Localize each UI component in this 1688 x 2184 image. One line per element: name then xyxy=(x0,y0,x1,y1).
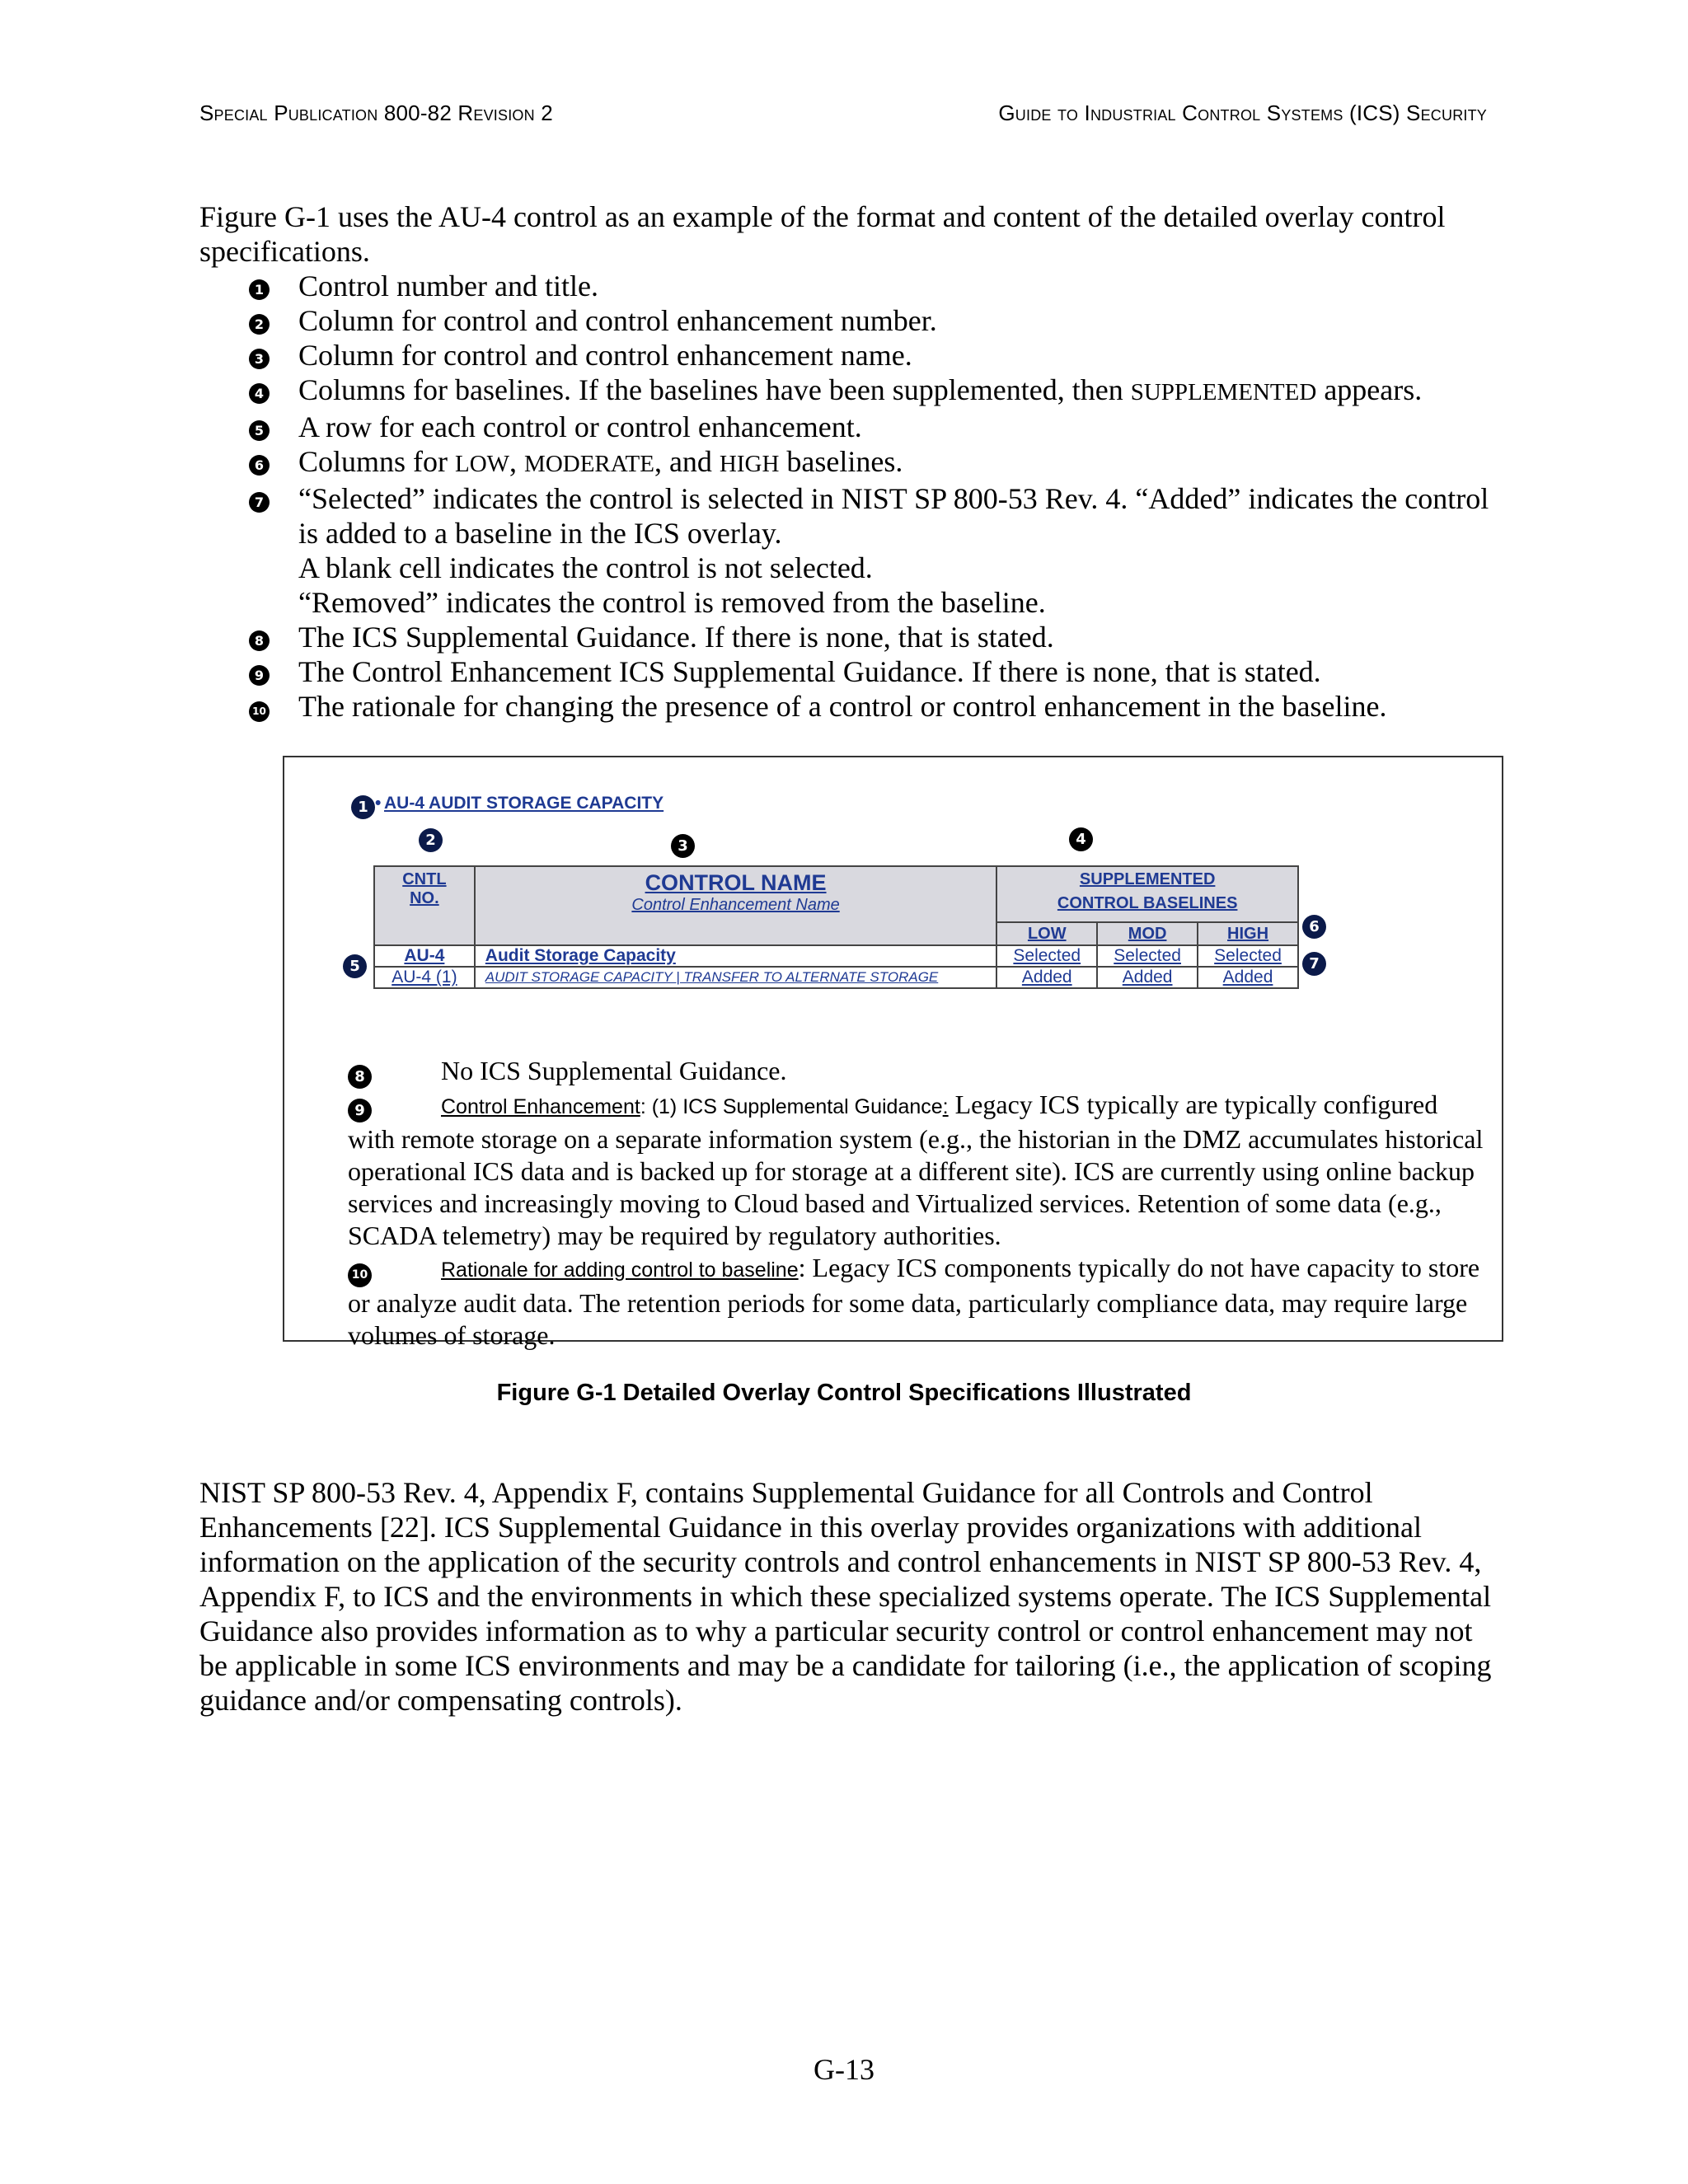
list-item xyxy=(199,481,1493,620)
number-badge: 4 xyxy=(249,383,270,404)
figure-marker-3: 3 xyxy=(671,834,695,858)
number-badge: 1 xyxy=(249,279,270,300)
figure-caption: Figure G-1 Detailed Overlay Control Specifications Illustrated xyxy=(496,1380,1192,1406)
list-item xyxy=(199,269,1493,303)
running-header-right: Guide to Industrial Control Systems (ICS) Security xyxy=(998,101,1487,125)
title-bullet: • xyxy=(375,794,382,813)
control-title: AU-4 AUDIT STORAGE CAPACITY xyxy=(384,794,664,813)
list-item xyxy=(199,689,1493,724)
running-header-left: Special Publication 800-82 Revision 2 xyxy=(199,101,553,125)
table-row: AU-4 (1) AUDIT STORAGE CAPACITY | TRANSFER TO ALTERNATE STORAGE Added Added Added xyxy=(374,967,1298,988)
baselines-header: SUPPLEMENTED CONTROL BASELINES xyxy=(996,866,1298,922)
page-number: G-13 xyxy=(814,2053,874,2086)
list-item xyxy=(199,338,1493,373)
number-badge: 5 xyxy=(249,420,270,441)
guidance-9: 9 Control Enhancement: (1) ICS Supplemental Guidance: Legacy ICS typically are typically configured with remote storage on a separate information system (e.g., the historian in the DMZ accumulates historical operational ICS data and is backed up for storage at a different site). ICS are currently using online backup services and increasingly moving to Cloud based and Virtualized services. Retention of some data (e.g., SCADA telemetry) may be required by regulatory authorities. xyxy=(348,1090,1484,1250)
list-item-text: “Selected” indicates the control is selected in NIST SP 800-53 Rev. 4. “Added” indicates the control is added to a baseline in the ICS overlay. A blank cell indicates the control is not selected. “Removed” indicates the control is removed from the baseline. xyxy=(298,482,1489,619)
guidance-8: 8 No ICS Supplemental Guidance. xyxy=(348,1055,1485,1089)
list-item-text: The Control Enhancement ICS Supplemental Guidance. If there is none, that is stated. xyxy=(298,655,1321,688)
figure-marker-4: 4 xyxy=(1069,827,1093,851)
figure-marker-1: 1 xyxy=(351,795,375,819)
list-item-text: Columns for LOW, MODERATE, and HIGH baselines. xyxy=(298,445,903,478)
control-name-header: CONTROL NAME Control Enhancement Name xyxy=(475,866,997,945)
list-item xyxy=(199,620,1493,654)
list-item-text: Columns for baselines. If the baselines have been supplemented, then SUPPLEMENTED appears. xyxy=(298,373,1423,406)
list-item-text: The rationale for changing the presence of a control or control enhancement in the baseline. xyxy=(298,690,1387,723)
figure-marker-5: 5 xyxy=(343,954,367,978)
guidance-block xyxy=(348,1055,1485,1352)
body-paragraph: NIST SP 800-53 Rev. 4, Appendix F, contains Supplemental Guidance for all Controls and Control Enhancements [22]. ICS Supplemental Guidance in this overlay provides organizations with additional information on the application of the security controls and control enhancements in NIST SP 800-53 Rev. 4, Appendix F, to ICS and the environments in which these specialized systems operate. The ICS Supplemental Guidance also provides information as to why a particular security control or control enhancement may not be applicable in some ICS environments and may be a candidate for tailoring (i.e., the application of scoping guidance and/or compensating controls). xyxy=(199,1476,1492,1717)
mod-header: MOD xyxy=(1097,922,1198,945)
list-item xyxy=(199,373,1493,410)
numbered-legend-list xyxy=(199,269,1493,724)
list-item-text: Column for control and control enhancement number. xyxy=(298,304,937,337)
figure-marker-6: 6 xyxy=(1302,915,1326,939)
number-badge: 2 xyxy=(249,314,270,335)
intro-paragraph: Figure G-1 uses the AU-4 control as an example of the format and content of the detailed overlay control specifications. xyxy=(199,200,1446,268)
list-item xyxy=(199,410,1493,444)
list-item xyxy=(199,444,1493,481)
number-badge: 7 xyxy=(249,492,270,513)
high-header: HIGH xyxy=(1198,922,1298,945)
figure-marker-7: 7 xyxy=(1302,952,1326,976)
list-item-text: The ICS Supplemental Guidance. If there is none, that is stated. xyxy=(298,621,1054,654)
guidance-10: 10 Rationale for adding control to baseline: Legacy ICS components typically do not have capacity to store or analyze audit data. The retention periods for some data, particularly compliance data, may require large volumes of storage. xyxy=(348,1253,1480,1350)
number-badge: 8 xyxy=(249,630,270,651)
number-badge: 10 xyxy=(249,701,270,722)
cntl-no-header: CNTL NO. xyxy=(374,866,475,945)
number-badge: 9 xyxy=(249,665,270,686)
list-item-text: Column for control and control enhancement name. xyxy=(298,339,912,372)
number-badge: 6 xyxy=(249,455,270,476)
list-item-text: A row for each control or control enhancement. xyxy=(298,410,862,443)
control-table xyxy=(373,865,1299,989)
figure-marker-2: 2 xyxy=(419,828,443,852)
list-item-text: Control number and title. xyxy=(298,269,598,302)
low-header: LOW xyxy=(996,922,1097,945)
list-item xyxy=(199,303,1493,338)
table-row: AU-4 Audit Storage Capacity Selected Selected Selected xyxy=(374,945,1298,967)
number-badge: 3 xyxy=(249,349,270,369)
list-item xyxy=(199,654,1493,689)
